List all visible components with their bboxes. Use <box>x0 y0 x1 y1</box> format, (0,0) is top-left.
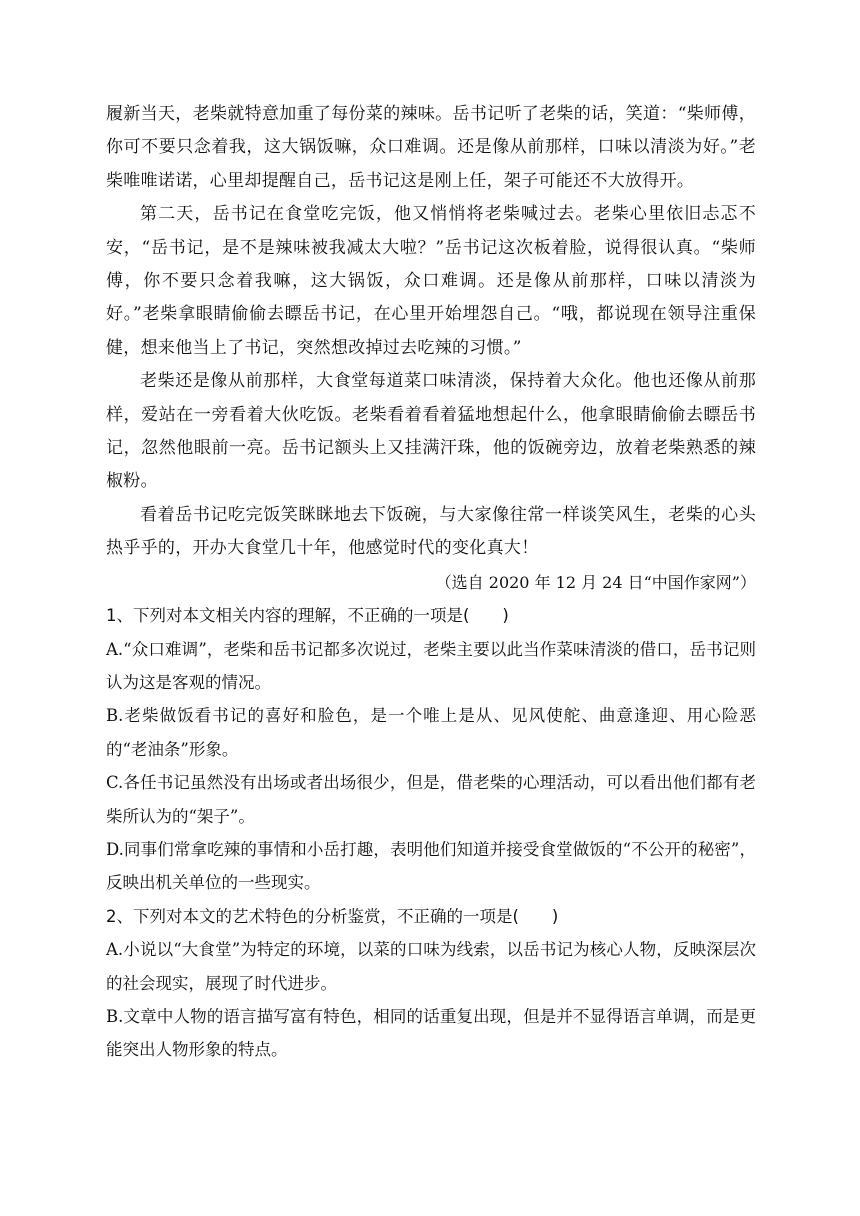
document-content <box>106 98 756 1067</box>
story-paragraph: 老柴还是像从前那样，大食堂每道菜口味清淡，保持着大众化。他也还像从前那样，爱站在一旁看着大伙吃饭。老柴看着看着猛地想起什么，他拿眼睛偷偷去瞟岳书记，忽然他眼前一亮。岳书记额头上又挂满汗珠，他的饭碗旁边，放着老柴熟悉的辣椒粉。 <box>106 371 756 492</box>
story-excerpt <box>106 98 756 599</box>
question-option-a: A.小说以“大食堂”为特定的环境，以菜的口味为线索，以岳书记为核心人物，反映深层次的社会现实，展现了时代进步。 <box>106 940 756 993</box>
story-paragraph: 看着岳书记吃完饭笑眯眯地去下饭碗，与大家像往常一样谈笑风生，老柴的心头热乎乎的，开办大食堂几十年，他感觉时代的变化真大！ <box>106 504 756 559</box>
question-option-b: B.老柴做饭看书记的喜好和脸色，是一个唯上是从、见风使舵、曲意逢迎、用心险恶的“老油条”形象。 <box>106 706 756 759</box>
question-option-b: B.文章中人物的语言描写富有特色，相同的话重复出现，但是并不显得语言单调，而是更能突出人物形象的特点。 <box>106 1006 756 1060</box>
question-option-a: A.“众口难调”，老柴和岳书记都多次说过，老柴主要以此当作菜味清淡的借口，岳书记则认为这是客观的情况。 <box>106 639 756 692</box>
question-2 <box>106 900 756 1067</box>
story-paragraph: 履新当天，老柴就特意加重了每份菜的辣味。岳书记听了老柴的话，笑道：“柴师傅，你可不要只念着我，这大锅饭嘛，众口难调。还是像从前那样，口味以清淡为好。”老柴唯唯诺诺，心里却提醒自己，岳书记这是刚上任，架子可能还不大放得开。 <box>106 104 756 191</box>
story-paragraph: 第二天，岳书记在食堂吃完饭，他又悄悄将老柴喊过去。老柴心里依旧忐忑不安，“岳书记，是不是辣味被我减太大啦？”岳书记这次板着脸，说得很认真。“柴师傅，你不要只念着我嘛，这大锅饭，众口难调。还是像从前那样，口味以清淡为好。”老柴拿眼睛偷偷去瞟岳书记，在心里开始埋怨自己。“哦，都说现在领导注重保健，想来他当上了书记，突然想改掉过去吃辣的习惯。” <box>106 204 756 358</box>
question-stem: 1、下列对本文相关内容的理解，不正确的一项是( ) <box>106 606 509 626</box>
question-1 <box>106 599 756 900</box>
source-citation: （选自 2020 年 12 月 24 日“中国作家网”） <box>435 572 756 592</box>
question-option-c: C.各任书记虽然没有出场或者出场很少，但是，借老柴的心理活动，可以看出他们都有老柴所认为的“架子”。 <box>106 773 756 826</box>
question-stem: 2、下列对本文的艺术特色的分析鉴赏，不正确的一项是( ) <box>106 906 559 926</box>
question-option-d: D.同事们常拿吃辣的事情和小岳打趣，表明他们知道并接受食堂做饭的“不公开的秘密”，反映出机关单位的一些现实。 <box>106 839 756 893</box>
